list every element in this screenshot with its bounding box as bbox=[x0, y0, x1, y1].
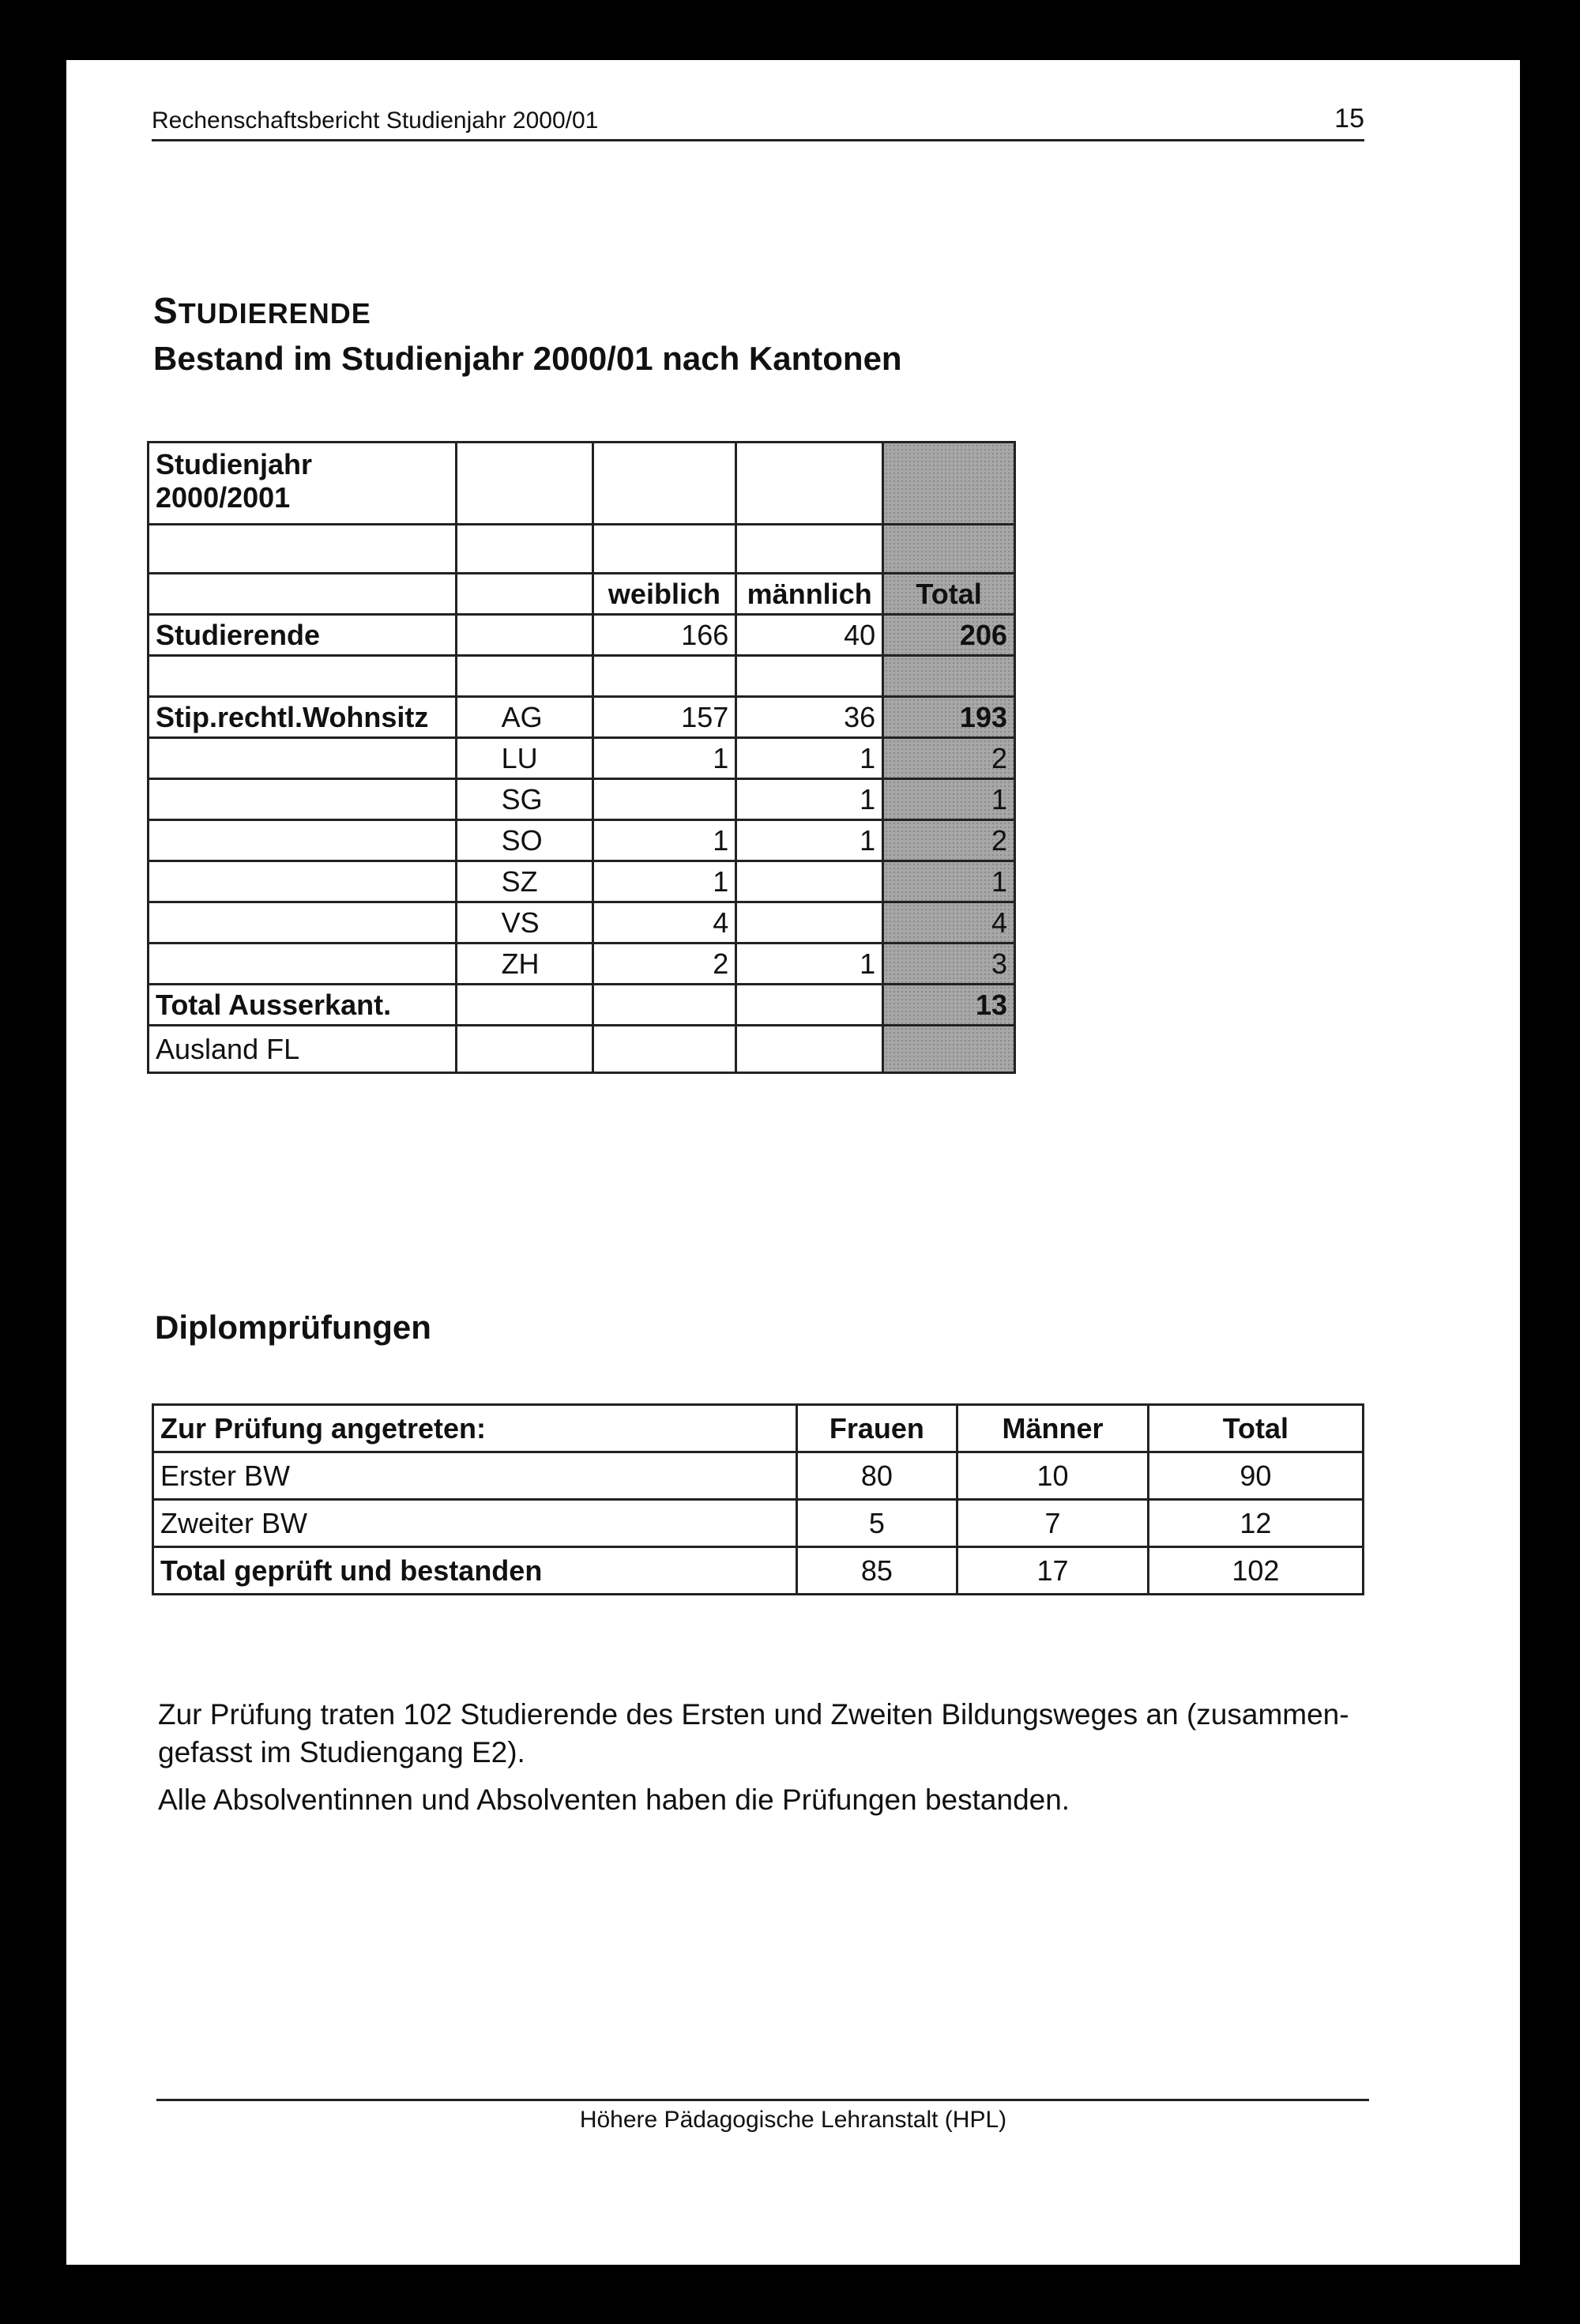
canton-row bbox=[149, 697, 1015, 738]
total-value: 206 bbox=[883, 615, 1015, 656]
table-cell bbox=[456, 443, 592, 525]
weiblich-value: 157 bbox=[592, 697, 736, 738]
total-value: 3 bbox=[883, 944, 1015, 985]
table-cell bbox=[592, 443, 736, 525]
total-cell bbox=[883, 1026, 1015, 1073]
table-cell bbox=[592, 525, 736, 574]
table-cell bbox=[592, 985, 736, 1026]
total-row bbox=[153, 1547, 1364, 1595]
canton-code: SG bbox=[456, 779, 592, 820]
table-row bbox=[153, 1500, 1364, 1547]
weiblich-value: 166 bbox=[592, 615, 736, 656]
maennlich-value: 36 bbox=[736, 697, 883, 738]
total-cell bbox=[883, 443, 1015, 525]
table-cell bbox=[149, 525, 457, 574]
table-header-row bbox=[153, 1405, 1364, 1452]
table-cell bbox=[149, 902, 457, 944]
table-cell bbox=[736, 1026, 883, 1073]
col-header-maenner: Männer bbox=[957, 1405, 1149, 1452]
section-title-rest: TUDIERENDE bbox=[178, 297, 371, 330]
header-label: Zur Prüfung angetreten: bbox=[153, 1405, 797, 1452]
canton-row bbox=[149, 738, 1015, 779]
col-header-frauen: Frauen bbox=[796, 1405, 957, 1452]
maenner-value: 10 bbox=[957, 1452, 1149, 1500]
table-cell bbox=[149, 738, 457, 779]
total-value: 102 bbox=[1148, 1547, 1363, 1595]
section-title bbox=[153, 289, 371, 332]
table-cell bbox=[736, 443, 883, 525]
col-header-total: Total bbox=[1148, 1405, 1363, 1452]
weiblich-value: 1 bbox=[592, 861, 736, 902]
page-number: 15 bbox=[1334, 104, 1364, 134]
paragraph-2: Alle Absolventinnen und Absolventen haben die Prüfungen bestanden. bbox=[158, 1783, 1070, 1816]
frauen-value: 85 bbox=[796, 1547, 957, 1595]
maennlich-value: 1 bbox=[736, 738, 883, 779]
canton-row bbox=[149, 779, 1015, 820]
maennlich-value: 40 bbox=[736, 615, 883, 656]
maennlich-value bbox=[736, 902, 883, 944]
canton-code: LU bbox=[456, 738, 592, 779]
paragraph-1: Zur Prüfung traten 102 Studierende des Ersten und Zweiten Bildungsweges an (zusammen-gefasst im Studiengang E2). bbox=[158, 1698, 1349, 1768]
total-cell bbox=[883, 656, 1015, 697]
total-value: 13 bbox=[883, 985, 1015, 1026]
total-value: 2 bbox=[883, 820, 1015, 861]
canton-code: SZ bbox=[456, 861, 592, 902]
total-value: 4 bbox=[883, 902, 1015, 944]
year-label-line1: Studienjahr bbox=[156, 448, 313, 480]
maenner-value: 7 bbox=[957, 1500, 1149, 1547]
table-cell bbox=[149, 574, 457, 615]
table-cell bbox=[456, 615, 592, 656]
table-cell bbox=[736, 985, 883, 1026]
canton-row bbox=[149, 944, 1015, 985]
diploma-exams-table bbox=[152, 1403, 1364, 1595]
maenner-value: 17 bbox=[957, 1547, 1149, 1595]
year-label-cell bbox=[149, 443, 457, 525]
studierende-row bbox=[149, 615, 1015, 656]
canton-row bbox=[149, 820, 1015, 861]
total-value: 1 bbox=[883, 861, 1015, 902]
row-label: Ausland FL bbox=[149, 1026, 457, 1073]
total-ausserkant-row bbox=[149, 985, 1015, 1026]
total-cell bbox=[883, 525, 1015, 574]
maennlich-value: 1 bbox=[736, 779, 883, 820]
frauen-value: 80 bbox=[796, 1452, 957, 1500]
maennlich-value: 1 bbox=[736, 944, 883, 985]
footer-divider bbox=[156, 2099, 1369, 2101]
table-cell bbox=[456, 985, 592, 1026]
body-text bbox=[158, 1696, 1406, 1829]
table-cell bbox=[456, 574, 592, 615]
table-header-row bbox=[149, 574, 1015, 615]
section-subtitle: Bestand im Studienjahr 2000/01 nach Kantonen bbox=[153, 340, 902, 377]
section-title-initial: S bbox=[153, 290, 179, 331]
table-cell bbox=[736, 656, 883, 697]
weiblich-value: 1 bbox=[592, 738, 736, 779]
page-header bbox=[152, 100, 1364, 141]
table-row bbox=[153, 1452, 1364, 1500]
table-cell bbox=[149, 944, 457, 985]
table-row bbox=[149, 443, 1015, 525]
year-label-line2: 2000/2001 bbox=[156, 481, 291, 514]
total-value: 12 bbox=[1148, 1500, 1363, 1547]
weiblich-value: 4 bbox=[592, 902, 736, 944]
table-row bbox=[149, 525, 1015, 574]
weiblich-value: 1 bbox=[592, 820, 736, 861]
table-cell bbox=[456, 1026, 592, 1073]
weiblich-value bbox=[592, 779, 736, 820]
header-title: Rechenschaftsbericht Studienjahr 2000/01 bbox=[152, 107, 599, 134]
table-cell bbox=[149, 656, 457, 697]
canton-code: SO bbox=[456, 820, 592, 861]
table-cell bbox=[149, 820, 457, 861]
page-footer: Höhere Pädagogische Lehranstalt (HPL) bbox=[579, 2107, 1007, 2133]
total-value: 90 bbox=[1148, 1452, 1363, 1500]
table-cell bbox=[592, 656, 736, 697]
total-value: 1 bbox=[883, 779, 1015, 820]
section2-title: Diplomprüfungen bbox=[155, 1309, 431, 1346]
document-page bbox=[66, 60, 1520, 2265]
col-header-weiblich: weiblich bbox=[592, 574, 736, 615]
canton-code: ZH bbox=[456, 944, 592, 985]
table-cell bbox=[736, 525, 883, 574]
students-by-canton-table bbox=[147, 441, 1016, 1074]
canton-code: VS bbox=[456, 902, 592, 944]
table-row bbox=[149, 656, 1015, 697]
weiblich-value: 2 bbox=[592, 944, 736, 985]
table-cell bbox=[456, 656, 592, 697]
row-label: Erster BW bbox=[153, 1452, 797, 1500]
maennlich-value bbox=[736, 861, 883, 902]
col-header-maennlich: männlich bbox=[736, 574, 883, 615]
row-label: Zweiter BW bbox=[153, 1500, 797, 1547]
row-label: Total Ausserkant. bbox=[149, 985, 457, 1026]
total-value: 2 bbox=[883, 738, 1015, 779]
table-cell bbox=[456, 525, 592, 574]
canton-code: AG bbox=[456, 697, 592, 738]
row-label: Studierende bbox=[149, 615, 457, 656]
row-label: Stip.rechtl.Wohnsitz bbox=[149, 697, 457, 738]
total-value: 193 bbox=[883, 697, 1015, 738]
canton-row bbox=[149, 861, 1015, 902]
ausland-row bbox=[149, 1026, 1015, 1073]
canton-row bbox=[149, 902, 1015, 944]
maennlich-value: 1 bbox=[736, 820, 883, 861]
table-cell bbox=[149, 861, 457, 902]
frauen-value: 5 bbox=[796, 1500, 957, 1547]
col-header-total: Total bbox=[883, 574, 1015, 615]
table-cell bbox=[592, 1026, 736, 1073]
row-label: Total geprüft und bestanden bbox=[153, 1547, 797, 1595]
table-cell bbox=[149, 779, 457, 820]
